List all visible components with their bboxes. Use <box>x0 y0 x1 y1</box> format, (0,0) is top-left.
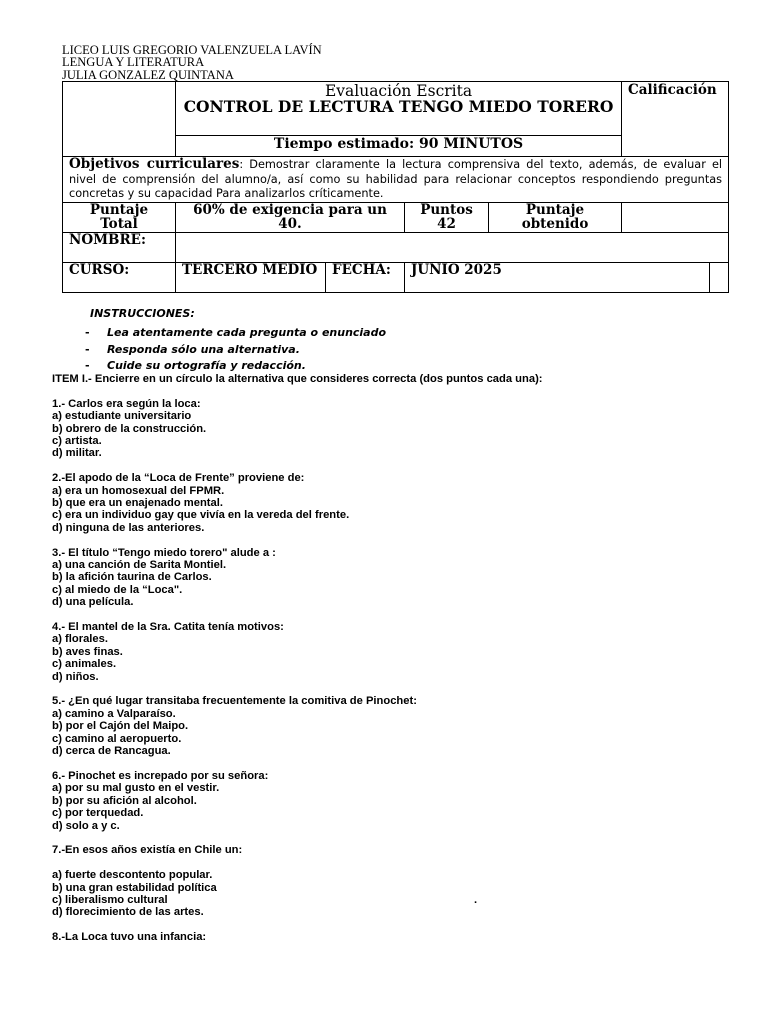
answer-option[interactable]: c) al miedo de la “Loca". <box>52 583 183 596</box>
answer-option[interactable]: a) camino a Valparaíso. <box>52 707 176 720</box>
question-block <box>52 695 742 757</box>
exigencia-label: 60% de exigencia para un 40. <box>176 203 405 233</box>
puntos-label: Puntos 42 <box>405 203 489 233</box>
answer-option[interactable]: d) cerca de Rancagua. <box>52 745 171 758</box>
puntaje-obtenido-label: Puntaje obtenido <box>489 203 622 233</box>
title-cell <box>176 82 622 136</box>
document-header <box>62 44 322 81</box>
objetivos-label: Objetivos curriculares <box>69 156 240 172</box>
answer-option[interactable]: c) por terquedad. <box>52 807 144 820</box>
question-block <box>52 844 742 918</box>
instruction-item: - Responda sólo una alternativa. <box>85 342 300 356</box>
answer-option[interactable]: c) era un individuo gay que vivía en la vereda del frente. <box>52 509 350 522</box>
control-title: CONTROL DE LECTURA TENGO MIEDO TORERO <box>183 97 614 116</box>
objetivos-text: : Demostrar claramente la lectura comprensiva del texto, además, de evaluar el nivel de comprensión del alumno/a, así como su habilidad para relacionar conceptos respondiendo preguntas concretas y su capacidad Para analizarlos críticamente. <box>69 158 723 200</box>
answer-option[interactable]: a) fuerte descontento popular. <box>52 869 213 882</box>
stray-dot: . <box>474 893 478 906</box>
answer-option[interactable]: b) por su afición al alcohol. <box>52 794 197 807</box>
teacher-name: JULIA GONZALEZ QUINTANA <box>62 67 234 82</box>
answer-option[interactable]: c) artista. <box>52 435 102 448</box>
answer-option[interactable]: b) aves finas. <box>52 645 123 658</box>
answer-option[interactable]: d) ninguna de las anteriores. <box>52 521 205 534</box>
calificacion-cell: Calificación <box>622 82 729 157</box>
question-block <box>52 770 742 832</box>
question-text: 4.- El mantel de la Sra. Catita tenía motivos: <box>52 621 284 634</box>
answer-option[interactable]: d) florecimiento de las artes. <box>52 906 204 919</box>
nombre-field[interactable] <box>176 233 729 263</box>
question-block <box>52 472 742 534</box>
fecha-value: JUNIO 2025 <box>405 263 710 293</box>
objetivos-cell <box>63 157 729 203</box>
answer-option[interactable]: a) florales. <box>52 633 108 646</box>
question-text: 5.- ¿En qué lugar transitaba frecuentemente la comitiva de Pinochet: <box>52 695 417 708</box>
item-heading: ITEM I.- Encierre en un círculo la alternativa que consideres correcta (dos puntos cada una): <box>52 373 543 385</box>
answer-option[interactable]: b) que era un enajenado mental. <box>52 497 223 510</box>
instruction-item: - Cuide su ortografía y redacción. <box>85 359 306 373</box>
answer-option[interactable]: d) solo a y c. <box>52 819 120 832</box>
curso-value: TERCERO MEDIO <box>176 263 326 293</box>
answer-option[interactable]: a) estudiante universitario <box>52 410 192 423</box>
answer-option[interactable]: d) una película. <box>52 596 134 609</box>
instructions-title: INSTRUCCIONES: <box>90 307 195 320</box>
question-text: 8.-La Loca tuvo una infancia: <box>52 931 207 944</box>
evaluation-info-table <box>62 81 729 293</box>
answer-option[interactable]: b) la afición taurina de Carlos. <box>52 571 212 584</box>
puntaje-obtenido-field[interactable] <box>622 203 729 233</box>
question-text: 1.- Carlos era según la loca: <box>52 397 201 410</box>
answer-option[interactable]: c) liberalismo cultural . <box>52 893 478 906</box>
question-block <box>52 398 742 460</box>
school-name: LICEO LUIS GREGORIO VALENZUELA LAVÍN <box>62 43 322 57</box>
instructions-list <box>85 325 387 375</box>
empty-cell <box>710 263 729 293</box>
fecha-label: FECHA: <box>326 263 405 293</box>
questions-section <box>52 373 742 944</box>
answer-option[interactable]: c) animales. <box>52 658 117 671</box>
question-text: 2.-El apodo de la “Loca de Frente” proviene de: <box>52 472 305 485</box>
curso-label: CURSO: <box>63 263 176 293</box>
answer-option[interactable]: d) militar. <box>52 447 102 460</box>
question-block <box>52 931 742 943</box>
answer-option[interactable]: b) obrero de la construcción. <box>52 422 207 435</box>
tiempo-estimado: Tiempo estimado: 90 MINUTOS <box>176 136 622 157</box>
question-text: 3.- El título “Tengo miedo torero" alude a : <box>52 546 276 559</box>
question-block <box>52 547 742 609</box>
puntaje-total-label: Puntaje Total <box>63 203 176 233</box>
answer-option[interactable]: d) niños. <box>52 670 99 683</box>
answer-option[interactable]: a) una canción de Sarita Montiel. <box>52 559 227 572</box>
logo-cell <box>63 82 176 157</box>
instructions <box>85 307 387 375</box>
subject-name: LENGUA Y LITERATURA <box>62 55 205 70</box>
answer-option[interactable]: a) era un homosexual del FPMR. <box>52 484 225 497</box>
answer-option[interactable]: b) por el Cajón del Maipo. <box>52 720 189 733</box>
answer-option[interactable]: c) camino al aeropuerto. <box>52 732 182 745</box>
instruction-item: - Lea atentamente cada pregunta o enunciado <box>85 326 387 339</box>
question-block <box>52 621 742 683</box>
eval-title: Evaluación Escrita <box>324 82 473 100</box>
question-text: 7.-En esos años existía en Chile un: <box>52 844 243 857</box>
question-text: 6.- Pinochet es increpado por su señora: <box>52 769 269 782</box>
nombre-label: NOMBRE: <box>63 233 176 263</box>
answer-option[interactable]: a) por su mal gusto en el vestir. <box>52 782 220 795</box>
answer-option[interactable]: b) una gran estabilidad política <box>52 881 217 894</box>
